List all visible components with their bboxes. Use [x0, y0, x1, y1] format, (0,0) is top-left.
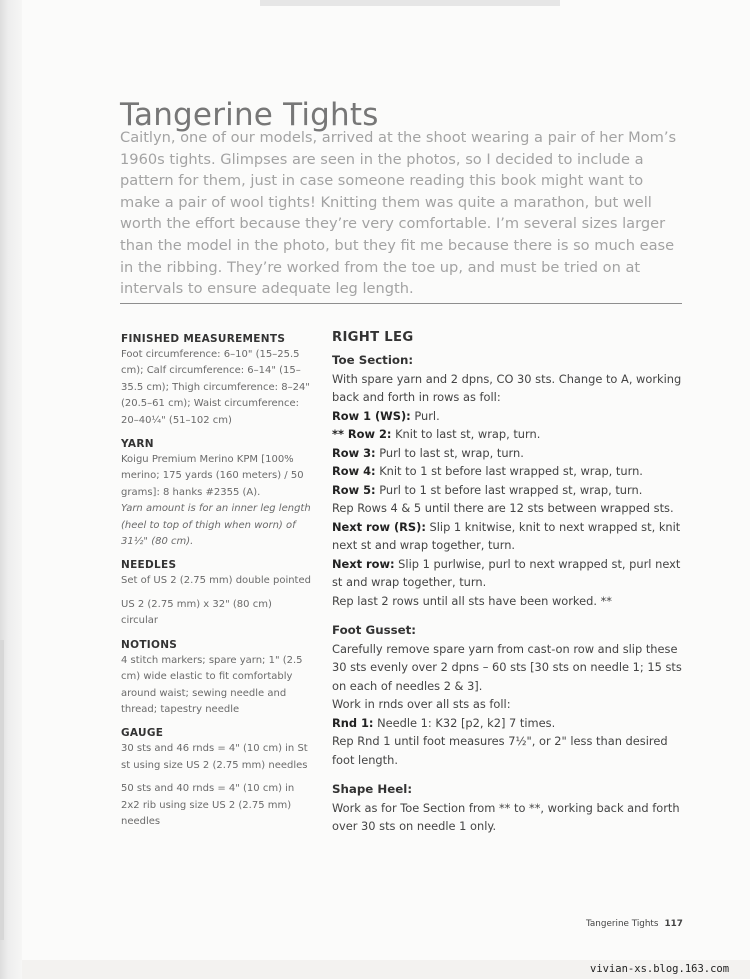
intro-paragraph: Caitlyn, one of our models, arrived at the shoot wearing a pair of her Mom’s 1960s tights. Glimpses are seen in the photos, so I decided to include a pattern for them, just in case someone reading this book might want to make a pair of wool tights! Knitting them was quite a marathon, but well worth the effort because they’re very comfortable. I’m several sizes larger than the model in the photo, but they fit me because there is so much ease in the ribbing. They’re worked from the toe up, and must be tried on at intervals to ensure adequate leg length.: [120, 129, 677, 298]
watermark: vivian-xs.blog.163.com: [590, 963, 730, 975]
page-number: 117: [664, 919, 683, 929]
yarn-text: Koigu Premium Merino KPM [100% merino; 175 yards (160 meters) / 50 grams]: 8 hanks #2355 (A).: [121, 454, 304, 498]
needles-text-1: Set of US 2 (2.75 mm) double pointed: [121, 575, 311, 587]
materials-column: [121, 333, 311, 839]
yarn-heading: YARN: [121, 438, 154, 451]
repeat-last-rows: Rep last 2 rows until all sts have been worked. **: [332, 593, 612, 608]
next-row-rs: Next row (RS): Slip 1 knitwise, knit to next wrapped st, knit next st and wrap together, turn.: [332, 519, 681, 552]
row-3: Row 3: Purl to last st, wrap, turn.: [332, 445, 524, 460]
toe-intro: With spare yarn and 2 dpns, CO 30 sts. Change to A, working back and forth in rows as foll:: [332, 371, 682, 404]
spine-shadow: [0, 640, 4, 940]
rnd-1: Rnd 1: Needle 1: K32 [p2, k2] 7 times.: [332, 715, 556, 730]
next-row-ws: Next row: Slip 1 purlwise, purl to next wrapped st, purl next st and wrap together, turn.: [332, 556, 681, 589]
gusset-text-2: Work in rnds over all sts as foll:: [332, 697, 511, 711]
gauge-section: [121, 727, 311, 830]
yarn-note: Yarn amount is for an inner leg length (heel to top of thigh when worn) of 31½" (80 cm).: [121, 503, 311, 548]
page-footer: [586, 919, 683, 929]
measurements-text: Foot circumference: 6–10" (15–25.5 cm); Calf circumference: 6–14" (15–35.5 cm); Thigh circumference: 8–24" (20.5–61 cm); Waist circumference: 20–40¼" (51–102 cm): [121, 349, 310, 426]
book-spine: [0, 0, 22, 979]
instructions-column: [332, 330, 692, 836]
right-leg-heading: RIGHT LEG: [332, 330, 414, 345]
repeat-rows-4-5: Rep Rows 4 & 5 until there are 12 sts between wrapped sts.: [332, 501, 674, 515]
footer-label: Tangerine Tights: [586, 919, 659, 929]
foot-gusset-heading: Foot Gusset:: [332, 623, 417, 637]
gauge-text-2: 50 sts and 40 rnds = 4" (10 cm) in 2x2 rib using size US 2 (2.75 mm) needles: [121, 783, 295, 827]
measurements-section: [121, 333, 311, 429]
notions-section: [121, 639, 311, 719]
row-1: Row 1 (WS): Purl.: [332, 408, 440, 423]
scan-edge: [260, 0, 560, 6]
yarn-section: [121, 438, 311, 550]
gusset-text-3: Rep Rnd 1 until foot measures 7½", or 2" less than desired foot length.: [332, 734, 668, 767]
page-title: Tangerine Tights: [120, 96, 379, 133]
needles-text-2: US 2 (2.75 mm) x 32" (80 cm) circular: [121, 598, 272, 627]
needles-section: [121, 559, 311, 629]
gauge-text-1: 30 sts and 46 rnds = 4" (10 cm) in St st using size US 2 (2.75 mm) needles: [121, 743, 308, 771]
needles-heading: NEEDLES: [121, 559, 177, 572]
toe-section-heading: Toe Section:: [332, 353, 414, 367]
row-5: Row 5: Purl to 1 st before last wrapped st, wrap, turn.: [332, 482, 643, 497]
row-4: Row 4: Knit to 1 st before last wrapped st, wrap, turn.: [332, 464, 643, 478]
notions-heading: NOTIONS: [121, 638, 178, 651]
row-2: ** Row 2: Knit to last st, wrap, turn.: [332, 427, 541, 441]
gauge-heading: GAUGE: [121, 727, 164, 740]
gusset-text-1: Carefully remove spare yarn from cast-on row and slip these 30 sts evenly over 2 dpns – 60 sts [30 sts on needle 1; 15 sts on each of needles 2 & 3].: [332, 641, 682, 693]
shape-heel-heading: Shape Heel:: [332, 782, 413, 796]
section-divider: [120, 303, 682, 304]
measurements-heading: FINISHED MEASUREMENTS: [121, 333, 286, 345]
heel-text: Work as for Toe Section from ** to **, working back and forth over 30 sts on needle 1 only.: [332, 800, 680, 833]
notions-text: 4 stitch markers; spare yarn; 1" (2.5 cm) wide elastic to fit comfortably around waist; sewing needle and thread; tapestry needle: [121, 654, 303, 715]
